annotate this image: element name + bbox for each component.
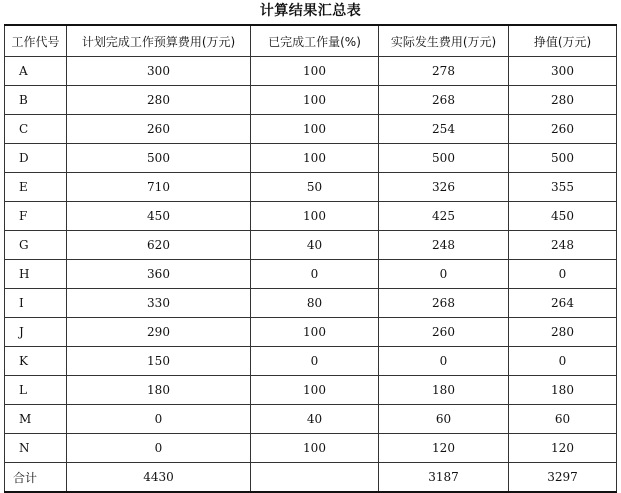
cell-completed-percent: 100 [251, 115, 379, 144]
total-planned-budget-cost: 4430 [67, 463, 251, 493]
cell-actual-cost: 0 [379, 260, 509, 289]
cell-work-code: C [5, 115, 67, 144]
cell-completed-percent: 50 [251, 173, 379, 202]
table-body [5, 57, 617, 493]
cell-work-code: L [5, 376, 67, 405]
cell-completed-percent: 100 [251, 57, 379, 86]
table-row [5, 173, 617, 202]
cell-actual-cost: 268 [379, 86, 509, 115]
cell-actual-cost: 425 [379, 202, 509, 231]
cell-work-code: A [5, 57, 67, 86]
cell-earned-value: 264 [509, 289, 617, 318]
cell-actual-cost: 180 [379, 376, 509, 405]
cell-actual-cost: 60 [379, 405, 509, 434]
cell-work-code: F [5, 202, 67, 231]
cell-earned-value: 300 [509, 57, 617, 86]
summary-table [4, 24, 617, 493]
header-earned-value: 挣值(万元) [509, 25, 617, 57]
table-row [5, 405, 617, 434]
cell-earned-value: 280 [509, 318, 617, 347]
cell-planned-budget-cost: 180 [67, 376, 251, 405]
cell-completed-percent: 100 [251, 318, 379, 347]
cell-work-code: K [5, 347, 67, 376]
cell-completed-percent: 100 [251, 202, 379, 231]
table-row [5, 86, 617, 115]
cell-actual-cost: 0 [379, 347, 509, 376]
cell-work-code: H [5, 260, 67, 289]
cell-actual-cost: 120 [379, 434, 509, 463]
cell-planned-budget-cost: 300 [67, 57, 251, 86]
header-completed-percent: 已完成工作量(%) [251, 25, 379, 57]
header-row [5, 25, 617, 57]
cell-planned-budget-cost: 0 [67, 405, 251, 434]
cell-planned-budget-cost: 260 [67, 115, 251, 144]
cell-completed-percent: 40 [251, 405, 379, 434]
total-actual-cost: 3187 [379, 463, 509, 493]
cell-earned-value: 355 [509, 173, 617, 202]
cell-planned-budget-cost: 290 [67, 318, 251, 347]
table-row [5, 57, 617, 86]
cell-earned-value: 60 [509, 405, 617, 434]
cell-planned-budget-cost: 450 [67, 202, 251, 231]
cell-actual-cost: 268 [379, 289, 509, 318]
header-work-code: 工作代号 [5, 25, 67, 57]
cell-earned-value: 0 [509, 260, 617, 289]
cell-work-code: G [5, 231, 67, 260]
cell-planned-budget-cost: 500 [67, 144, 251, 173]
table-row [5, 376, 617, 405]
cell-planned-budget-cost: 360 [67, 260, 251, 289]
cell-planned-budget-cost: 0 [67, 434, 251, 463]
header-actual-cost: 实际发生费用(万元) [379, 25, 509, 57]
cell-completed-percent: 100 [251, 86, 379, 115]
cell-work-code: E [5, 173, 67, 202]
cell-actual-cost: 278 [379, 57, 509, 86]
table-row [5, 231, 617, 260]
total-row [5, 463, 617, 493]
cell-actual-cost: 248 [379, 231, 509, 260]
cell-actual-cost: 254 [379, 115, 509, 144]
cell-completed-percent: 40 [251, 231, 379, 260]
cell-work-code: D [5, 144, 67, 173]
table-title: 计算结果汇总表 [259, 3, 362, 19]
table-row [5, 260, 617, 289]
table-row [5, 318, 617, 347]
total-label: 合计 [5, 463, 67, 493]
cell-earned-value: 248 [509, 231, 617, 260]
cell-earned-value: 280 [509, 86, 617, 115]
cell-completed-percent: 0 [251, 260, 379, 289]
cell-completed-percent: 100 [251, 376, 379, 405]
cell-earned-value: 180 [509, 376, 617, 405]
cell-earned-value: 450 [509, 202, 617, 231]
cell-planned-budget-cost: 620 [67, 231, 251, 260]
total-completed-percent [251, 463, 379, 493]
table-row [5, 347, 617, 376]
header-planned-budget-cost: 计划完成工作预算费用(万元) [67, 25, 251, 57]
cell-work-code: N [5, 434, 67, 463]
table-row [5, 289, 617, 318]
cell-earned-value: 500 [509, 144, 617, 173]
cell-work-code: B [5, 86, 67, 115]
cell-planned-budget-cost: 710 [67, 173, 251, 202]
cell-earned-value: 0 [509, 347, 617, 376]
cell-planned-budget-cost: 280 [67, 86, 251, 115]
table-row [5, 144, 617, 173]
cell-earned-value: 120 [509, 434, 617, 463]
cell-completed-percent: 100 [251, 434, 379, 463]
cell-completed-percent: 80 [251, 289, 379, 318]
cell-actual-cost: 260 [379, 318, 509, 347]
cell-work-code: J [5, 318, 67, 347]
total-earned-value: 3297 [509, 463, 617, 493]
cell-actual-cost: 500 [379, 144, 509, 173]
table-row [5, 434, 617, 463]
cell-work-code: M [5, 405, 67, 434]
cell-work-code: I [5, 289, 67, 318]
table-row [5, 202, 617, 231]
cell-actual-cost: 326 [379, 173, 509, 202]
cell-completed-percent: 100 [251, 144, 379, 173]
cell-completed-percent: 0 [251, 347, 379, 376]
cell-earned-value: 260 [509, 115, 617, 144]
cell-planned-budget-cost: 150 [67, 347, 251, 376]
table-header [5, 25, 617, 57]
cell-planned-budget-cost: 330 [67, 289, 251, 318]
table-row [5, 115, 617, 144]
